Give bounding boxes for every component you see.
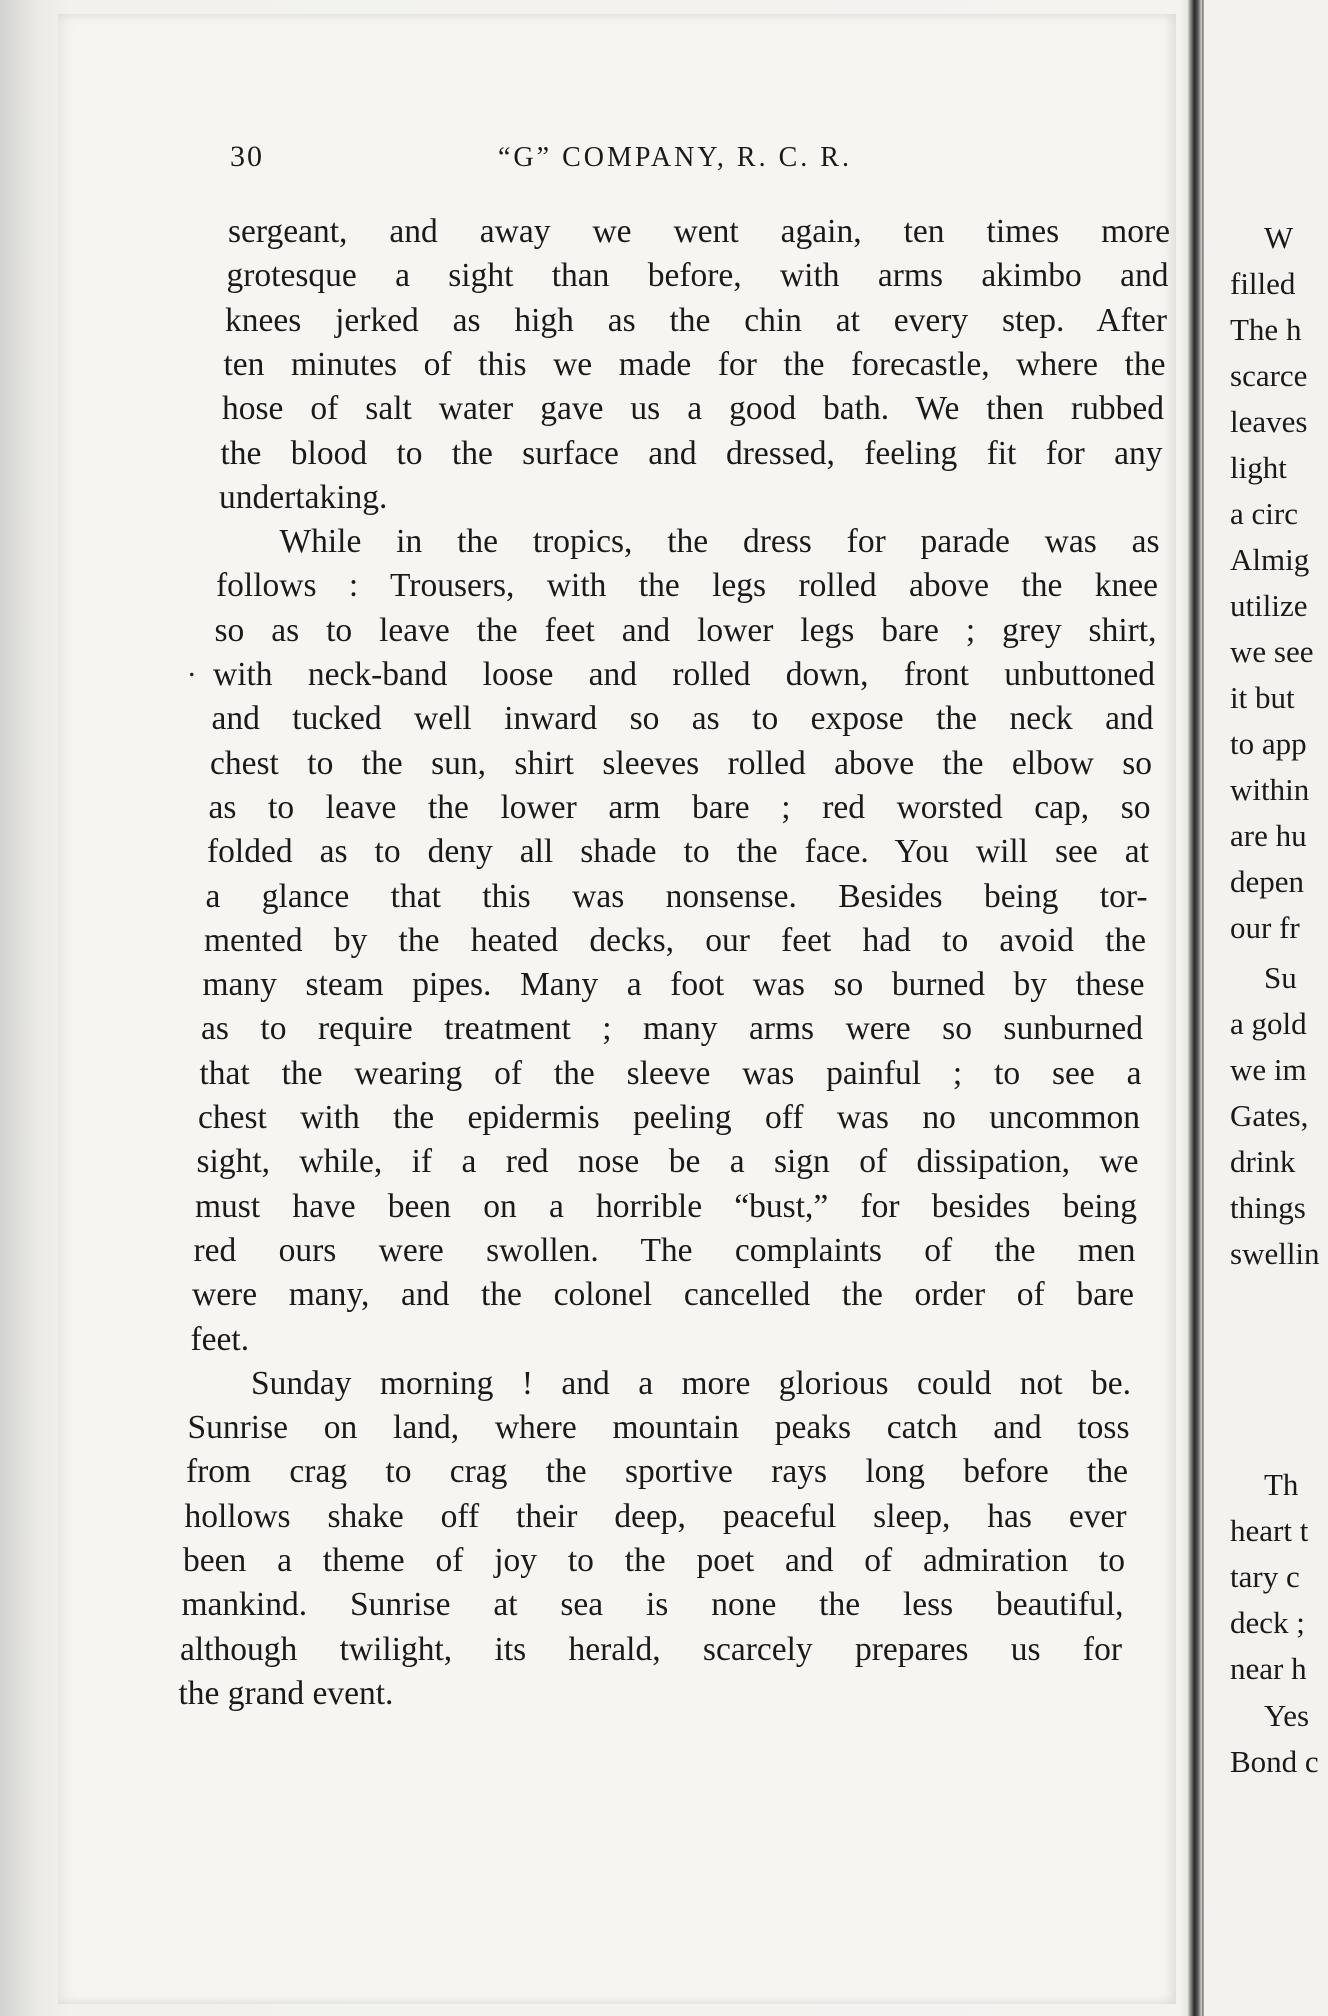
facing-page-line: we see [1230,634,1314,669]
facing-page-line: it but [1230,680,1295,715]
text-line: been a theme of joy to the poet and of admiration to [183,1542,1125,1579]
facing-page-line: within [1230,772,1310,807]
text-line: sergeant, and away we went again, ten times more [228,213,1170,250]
text-line: and tucked well inward so as to expose the neck and [211,700,1154,738]
text-line: although twilight, its herald, scarcely prepares us for [180,1630,1122,1668]
facing-page-line: a gold [1230,1006,1307,1041]
facing-page-line: are hu [1230,818,1307,853]
facing-page-line: deck ; [1230,1605,1305,1640]
text-line: Sunrise on land, where mountain peaks catch and toss [187,1409,1130,1447]
facing-page-line: heart t [1230,1513,1309,1548]
text-line: follows : Trousers, with the legs rolled above the knee [216,567,1158,605]
facing-page-line: near h [1230,1651,1307,1686]
text-line: with neck-band loose and rolled down, front unbuttoned [213,656,1155,693]
text-line: as to leave the lower arm bare ; red worsted cap, so [208,788,1151,826]
book-gutter [1188,0,1202,2016]
text-line: from crag to crag the sportive rays long before the [186,1453,1128,1491]
text-line: many steam pipes. Many a foot was so burned by these [202,966,1145,1004]
text-line: undertaking. [219,478,388,516]
facing-page [1204,0,1328,2016]
facing-page-line: depen [1230,864,1305,899]
facing-page-line: The h [1230,312,1302,347]
facing-page-line: we im [1230,1052,1307,1087]
facing-page-line: tary c [1230,1559,1300,1594]
text-line: must have been on a horrible “bust,” for besides being [195,1187,1137,1225]
facing-page-line: our fr [1230,910,1300,945]
text-line: chest to the sun, shirt sleeves rolled above the elbow so [210,744,1152,782]
text-line: mankind. Sunrise at sea is none the less beautiful, [181,1586,1124,1624]
text-line: grotesque a sight than before, with arms akimbo and [226,257,1169,295]
text-line: sight, while, if a red nose be a sign of dissipation, we [196,1143,1139,1181]
text-line: as to require treatment ; many arms were so sunburned [201,1010,1143,1048]
text-line: that the wearing of the sleeve was painful ; to see a [199,1054,1142,1092]
facing-page-line: light [1230,450,1287,485]
facing-page-line: Almig [1230,542,1310,577]
facing-page-line: Bond c [1230,1744,1319,1779]
facing-page-line: Yes [1264,1698,1310,1733]
facing-page-line: swellin [1230,1236,1320,1271]
text-line: hollows shake off their deep, peaceful sleep, has ever [184,1497,1127,1535]
text-line: While in the tropics, the dress for parade was as [279,523,1160,561]
text-line: the blood to the surface and dressed, feeling fit for any [220,434,1163,472]
text-line: so as to leave the feet and lower legs bare ; grey shirt, [214,611,1157,649]
text-line: a glance that this was nonsense. Besides being tor- [205,877,1148,915]
facing-page-line: utilize [1230,588,1308,623]
text-line: were many, and the colonel cancelled the order of bare [192,1276,1134,1314]
facing-page-line: a circ [1230,496,1298,531]
facing-page-line: Su [1264,960,1297,995]
facing-page-line: Th [1264,1467,1299,1502]
facing-page-line: W [1264,220,1294,255]
facing-page-line: things [1230,1190,1306,1225]
text-line: red ours were swollen. The complaints of the men [193,1231,1136,1269]
text-line: mented by the heated decks, our feet had to avoid the [204,921,1146,959]
text-line: hose of salt water gave us a good bath. We then rubbed [222,390,1164,428]
page-header [230,140,930,184]
text-line: knees jerked as high as the chin at every step. After [225,301,1167,339]
facing-page-line: leaves [1230,404,1308,439]
text-line: chest with the epidermis peeling off was no uncommon [198,1099,1140,1136]
text-line: folded as to deny all shade to the face. You will see at [207,833,1149,871]
text-line: feet. [190,1320,250,1358]
running-title: “G” COMPANY, R. C. R. [498,142,852,173]
facing-page-line: scarce [1230,358,1308,393]
text-line: ten minutes of this we made for the forecastle, where the [223,345,1166,383]
facing-page-line: to app [1230,726,1307,761]
facing-page-line: Gates, [1230,1098,1309,1133]
text-line: Sunday morning ! and a more glorious could not be. [251,1364,1131,1402]
margin-mark: . [188,650,196,683]
text-line: the grand event. [178,1674,394,1712]
page-number: 30 [230,140,264,173]
facing-page-line: filled [1230,266,1296,301]
facing-page-line: drink [1230,1144,1296,1179]
